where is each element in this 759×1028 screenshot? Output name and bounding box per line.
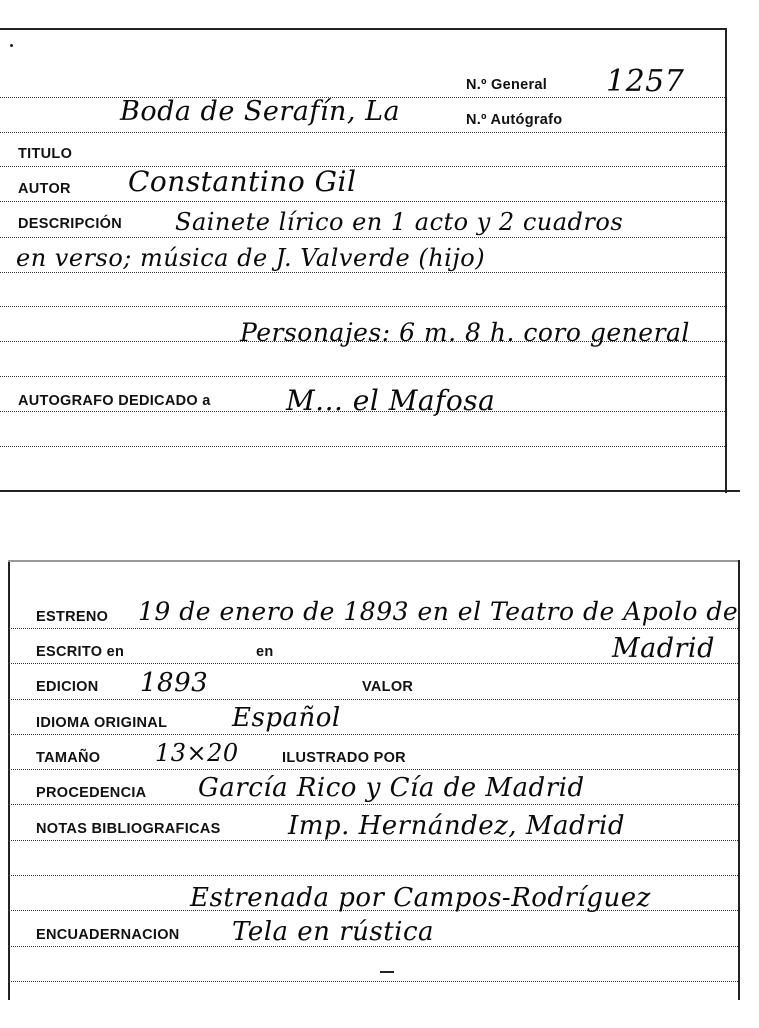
rule-line: [0, 237, 725, 238]
rule-line: [0, 376, 725, 377]
dedicated-label: AUTOGRAFO DEDICADO a: [18, 393, 211, 409]
author-label: AUTOR: [18, 181, 71, 197]
ink-mark: [380, 971, 394, 973]
size-value: 13×20: [155, 739, 239, 767]
card-edge-top: [8, 560, 740, 562]
binding-value: Tela en rústica: [232, 917, 435, 947]
author-value: Constantino Gil: [128, 165, 357, 198]
value-label: VALOR: [362, 679, 414, 695]
rule-line: [8, 699, 738, 700]
description-value-line1: Sainete lírico en 1 acto y 2 cuadros: [175, 208, 624, 236]
rule-line: [8, 804, 738, 805]
rule-line: [0, 446, 725, 447]
redaction-mark: [328, 418, 362, 440]
card-edge-left: [8, 560, 10, 1000]
title-value: Boda de Serafín, La: [120, 96, 401, 127]
size-label: TAMAÑO: [36, 750, 101, 766]
premiere-label: ESTRENO: [36, 609, 109, 625]
language-value: Español: [232, 703, 341, 733]
extra-note-value: Estrenada por Campos-Rodríguez: [190, 883, 651, 913]
autograph-number-label: N.º Autógrafo: [466, 112, 563, 128]
edition-value: 1893: [140, 668, 209, 698]
edition-label: EDICION: [36, 679, 99, 695]
card-edge-bottom: [0, 490, 740, 492]
dedicated-value: M... el Mafosa: [286, 384, 496, 417]
premiere-value-cont: Madrid: [612, 633, 715, 664]
card-edge-right: [738, 560, 740, 1000]
written-label: ESCRITO en: [36, 644, 125, 660]
binding-label: ENCUADERNACION: [36, 927, 180, 943]
illustrated-label: ILUSTRADO POR: [282, 750, 406, 766]
premiere-value: 19 de enero de 1893 en el Teatro de Apolo de: [138, 597, 739, 626]
ink-dot: [10, 44, 13, 47]
rule-line: [8, 734, 738, 735]
rule-line: [0, 166, 725, 167]
catalog-card-back: [0, 545, 759, 1005]
rule-line: [8, 769, 738, 770]
rule-line: [8, 875, 738, 876]
card-edge-right: [725, 28, 727, 493]
written-in-label: en: [256, 644, 274, 660]
description-label: DESCRIPCIÓN: [18, 216, 123, 232]
rule-line: [0, 201, 725, 202]
rule-line: [0, 132, 725, 133]
title-label: TITULO: [18, 146, 73, 162]
rule-line: [0, 306, 725, 307]
description-value-line2: en verso; música de J. Valverde (hijo): [16, 244, 486, 272]
card-edge-top: [0, 28, 726, 30]
notes-value: Imp. Hernández, Madrid: [288, 811, 625, 841]
general-number-label: N.º General: [466, 77, 548, 93]
provenance-value: García Rico y Cía de Madrid: [198, 773, 585, 803]
notes-label: NOTAS BIBLIOGRAFICAS: [36, 821, 221, 837]
language-label: IDIOMA ORIGINAL: [36, 715, 168, 731]
rule-line: [0, 272, 725, 273]
rule-line: [8, 981, 738, 982]
provenance-label: PROCEDENCIA: [36, 785, 147, 801]
general-number-value: 1257: [606, 64, 685, 99]
catalog-card-front: [0, 0, 759, 492]
rule-line: [8, 628, 738, 629]
characters-value: Personajes: 6 m. 8 h. coro general: [240, 318, 690, 347]
